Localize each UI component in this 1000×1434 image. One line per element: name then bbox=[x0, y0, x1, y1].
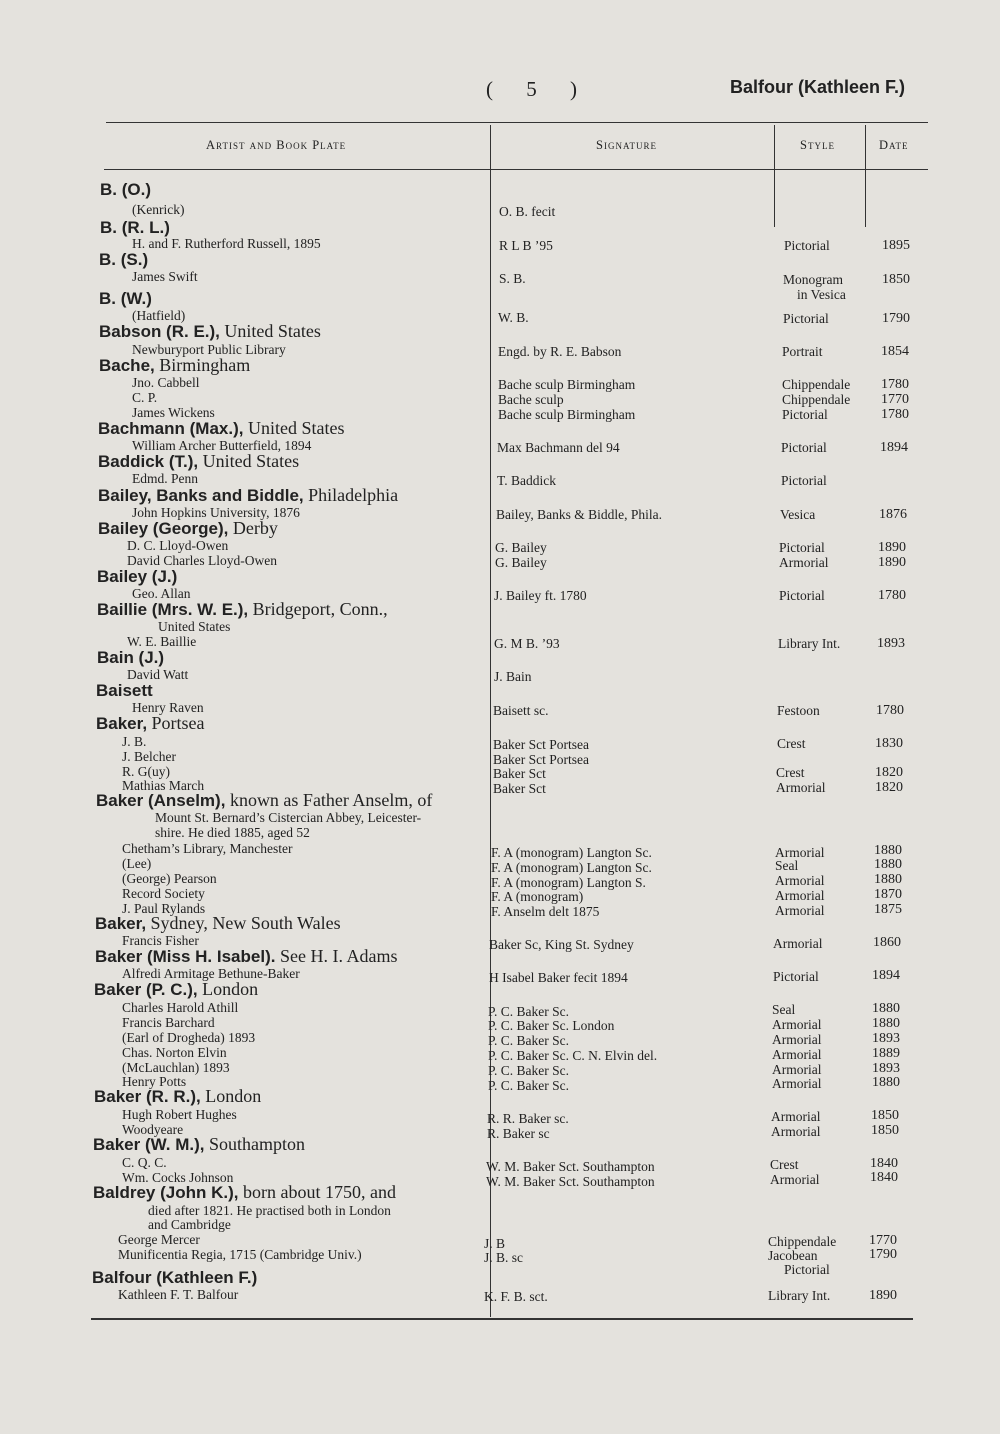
date-cell: 1770 bbox=[881, 392, 909, 407]
date-cell: 1893 bbox=[877, 636, 905, 651]
artist-heading bbox=[95, 914, 341, 933]
artist-name: Bachmann (Max.), bbox=[98, 419, 244, 438]
top-rule bbox=[106, 122, 928, 123]
artist-name: Bailey (J.) bbox=[97, 567, 178, 586]
artist-location: Philadelphia bbox=[303, 485, 399, 505]
artist-location: Birmingham bbox=[154, 355, 251, 375]
style-cell: Monogram bbox=[783, 272, 843, 287]
signature-cell: G. Bailey bbox=[495, 540, 547, 555]
signature-cell: W. M. Baker Sct. Southampton bbox=[486, 1159, 655, 1174]
artist-location: Bridgeport, Conn., bbox=[248, 599, 388, 619]
signature-cell: P. C. Baker Sc. C. N. Elvin del. bbox=[488, 1048, 658, 1063]
artist-name: B. (S.) bbox=[99, 250, 149, 269]
artist-name: Baddick (T.), bbox=[98, 452, 199, 471]
artist-name: Baisett bbox=[96, 681, 153, 700]
signature-cell: Baker Sct Portsea bbox=[493, 737, 589, 752]
style-cell: Pictorial bbox=[779, 588, 825, 603]
book-plate-owner: James Wickens bbox=[132, 405, 215, 420]
book-plate-owner: Kathleen F. T. Balfour bbox=[118, 1287, 239, 1302]
style-cell: Armorial bbox=[771, 1124, 821, 1139]
artist-heading bbox=[96, 681, 153, 700]
column-header-style: Style bbox=[800, 138, 835, 152]
book-plate-owner: Mathias March bbox=[122, 778, 205, 793]
style-cell: in Vesica bbox=[797, 287, 846, 302]
signature-cell: Baker Sct bbox=[493, 781, 546, 796]
book-plate-owner: Henry Raven bbox=[132, 700, 204, 715]
style-cell: Armorial bbox=[772, 1062, 822, 1077]
signature-cell: K. F. B. sct. bbox=[484, 1289, 548, 1304]
book-plate-owner: Alfredi Armitage Bethune-Baker bbox=[122, 966, 300, 981]
date-cell: 1890 bbox=[869, 1288, 897, 1303]
page-number: ( 5 ) bbox=[486, 77, 591, 101]
book-plate-owner: Edmd. Penn bbox=[132, 471, 198, 486]
date-cell: 1830 bbox=[875, 736, 903, 751]
book-plate-owner: J. B. bbox=[122, 734, 147, 749]
signature-cell: G. M B. ’93 bbox=[494, 636, 560, 651]
signature-cell: J. Bailey ft. 1780 bbox=[494, 588, 587, 603]
date-cell: 1840 bbox=[870, 1156, 898, 1171]
book-plate-owner: David Watt bbox=[127, 667, 189, 682]
date-cell: 1790 bbox=[869, 1247, 897, 1262]
artist-heading bbox=[96, 714, 205, 733]
date-cell: 1780 bbox=[881, 377, 909, 392]
signature-cell: P. C. Baker Sc. bbox=[488, 1078, 569, 1093]
artist-name: Balfour (Kathleen F.) bbox=[92, 1268, 258, 1287]
book-plate-owner: Chetham’s Library, Manchester bbox=[122, 841, 293, 856]
column-divider-date bbox=[865, 125, 866, 227]
signature-cell: P. C. Baker Sc. bbox=[488, 1033, 569, 1048]
date-cell: 1893 bbox=[872, 1031, 900, 1046]
artist-location: See H. I. Adams bbox=[275, 946, 398, 966]
header-rule bbox=[104, 169, 928, 170]
artist-heading bbox=[98, 452, 299, 471]
book-plate-owner: (Kenrick) bbox=[132, 202, 185, 217]
book-plate-owner: Hugh Robert Hughes bbox=[122, 1107, 237, 1122]
style-cell: Armorial bbox=[770, 1172, 820, 1187]
style-cell: Pictorial bbox=[781, 473, 827, 488]
book-plate-owner: Wm. Cocks Johnson bbox=[122, 1170, 234, 1185]
date-cell: 1860 bbox=[873, 935, 901, 950]
signature-cell: W. B. bbox=[498, 310, 529, 325]
artist-name: Baker (P. C.), bbox=[94, 980, 198, 999]
date-cell: 1780 bbox=[881, 407, 909, 422]
book-plate-owner: (Lee) bbox=[122, 856, 152, 871]
signature-cell: R L B ’95 bbox=[499, 238, 553, 253]
artist-name: Baker (W. M.), bbox=[93, 1135, 205, 1154]
style-cell: Pictorial bbox=[784, 1262, 830, 1277]
artist-location: London bbox=[200, 1086, 262, 1106]
signature-cell: Max Bachmann del 94 bbox=[497, 440, 620, 455]
book-plate-owner: William Archer Butterfield, 1894 bbox=[132, 438, 312, 453]
style-cell: Chippendale bbox=[782, 377, 851, 392]
artist-name: Baldrey (John K.), bbox=[93, 1183, 239, 1202]
artist-name: B. (W.) bbox=[99, 289, 152, 308]
date-cell: 1870 bbox=[874, 887, 902, 902]
book-plate-owner: Chas. Norton Elvin bbox=[122, 1045, 227, 1060]
book-plate-owner: C. P. bbox=[132, 390, 158, 405]
artist-heading bbox=[98, 419, 344, 438]
artist-heading bbox=[98, 519, 278, 538]
artist-name: Baker (Miss H. Isabel). bbox=[95, 947, 276, 966]
style-cell: Armorial bbox=[775, 903, 825, 918]
book-plate-owner: Geo. Allan bbox=[132, 586, 191, 601]
signature-cell: W. M. Baker Sct. Southampton bbox=[486, 1174, 655, 1189]
artist-location: Derby bbox=[228, 518, 278, 538]
artist-name: Baillie (Mrs. W. E.), bbox=[97, 600, 249, 619]
artist-name: Baker, bbox=[96, 714, 148, 733]
book-plate-owner: Munificentia Regia, 1715 (Cambridge Univ.) bbox=[118, 1247, 362, 1262]
artist-heading bbox=[99, 289, 152, 308]
artist-name: Bain (J.) bbox=[97, 648, 165, 667]
artist-heading bbox=[100, 180, 151, 199]
date-cell: 1770 bbox=[869, 1233, 897, 1248]
signature-cell: J. B bbox=[484, 1236, 506, 1251]
signature-cell: F. A (monogram) Langton Sc. bbox=[491, 845, 652, 860]
date-cell: 1893 bbox=[872, 1061, 900, 1076]
signature-cell: S. B. bbox=[499, 271, 526, 286]
style-cell: Vesica bbox=[780, 507, 816, 522]
style-cell: Armorial bbox=[772, 1017, 822, 1032]
date-cell: 1850 bbox=[871, 1123, 899, 1138]
book-plate-owner: R. G(uy) bbox=[122, 764, 170, 779]
date-cell: 1890 bbox=[878, 540, 906, 555]
artist-name: Babson (R. E.), bbox=[99, 322, 220, 341]
style-cell: Armorial bbox=[771, 1109, 821, 1124]
book-plate-owner: C. Q. C. bbox=[122, 1155, 167, 1170]
signature-cell: F. A (monogram) Langton Sc. bbox=[491, 860, 652, 875]
artist-heading bbox=[96, 791, 432, 810]
book-plate-owner: W. E. Baillie bbox=[127, 634, 197, 649]
date-cell: 1820 bbox=[875, 780, 903, 795]
style-cell: Crest bbox=[777, 736, 806, 751]
artist-heading bbox=[93, 1135, 305, 1154]
style-cell: Pictorial bbox=[782, 407, 828, 422]
artist-heading bbox=[99, 356, 250, 375]
book-plate-owner: Francis Barchard bbox=[122, 1015, 215, 1030]
signature-cell: Baisett sc. bbox=[493, 703, 549, 718]
artist-name: Baker, bbox=[95, 914, 147, 933]
artist-name: B. (R. L.) bbox=[100, 218, 170, 237]
artist-heading bbox=[93, 1183, 396, 1202]
style-cell: Portrait bbox=[782, 344, 823, 359]
style-cell: Pictorial bbox=[779, 540, 825, 555]
book-plate-owner: Newburyport Public Library bbox=[132, 342, 286, 357]
artist-name: Bailey (George), bbox=[98, 519, 229, 538]
column-header-artist: Artist and Book Plate bbox=[206, 138, 347, 152]
book-plate-owner: J. Belcher bbox=[122, 749, 176, 764]
date-cell: 1880 bbox=[872, 1016, 900, 1031]
artist-heading bbox=[95, 947, 397, 966]
artist-name: Baker (R. R.), bbox=[94, 1087, 201, 1106]
signature-cell: J. B. sc bbox=[484, 1250, 524, 1265]
artist-location: United States bbox=[243, 418, 345, 438]
column-header-signature: Signature bbox=[596, 138, 657, 152]
style-cell: Library Int. bbox=[768, 1288, 831, 1303]
book-plate-owner: D. C. Lloyd-Owen bbox=[127, 538, 229, 553]
style-cell: Chippendale bbox=[782, 392, 851, 407]
date-cell: 1875 bbox=[874, 902, 902, 917]
artist-heading bbox=[98, 486, 398, 505]
date-cell: 1889 bbox=[872, 1046, 900, 1061]
date-cell: 1880 bbox=[874, 843, 902, 858]
book-plate-owner: George Mercer bbox=[118, 1232, 200, 1247]
style-cell: Crest bbox=[770, 1157, 799, 1172]
style-cell: Armorial bbox=[775, 888, 825, 903]
artist-heading bbox=[94, 980, 258, 999]
signature-cell: R. R. Baker sc. bbox=[487, 1111, 569, 1126]
style-cell: Pictorial bbox=[784, 238, 830, 253]
style-cell: Armorial bbox=[775, 873, 825, 888]
style-cell: Armorial bbox=[772, 1032, 822, 1047]
artist-location: United States bbox=[198, 451, 300, 471]
date-cell: 1854 bbox=[881, 344, 909, 359]
book-plate-owner: J. Paul Rylands bbox=[122, 901, 206, 916]
artist-location: Portsea bbox=[147, 713, 205, 733]
book-plate-owner: Charles Harold Athill bbox=[122, 1000, 239, 1015]
column-header-date: Date bbox=[879, 138, 909, 152]
date-cell: 1850 bbox=[871, 1108, 899, 1123]
artist-location: London bbox=[197, 979, 259, 999]
artist-heading bbox=[99, 250, 148, 269]
signature-cell: Baker Sct Portsea bbox=[493, 752, 589, 767]
signature-cell: Bache sculp Birmingham bbox=[498, 407, 636, 422]
signature-cell: F. A (monogram) bbox=[491, 889, 584, 904]
book-plate-owner: (George) Pearson bbox=[122, 871, 217, 886]
signature-cell: P. C. Baker Sc. bbox=[488, 1004, 569, 1019]
artist-heading bbox=[100, 218, 170, 237]
date-cell: 1780 bbox=[878, 588, 906, 603]
date-cell: 1890 bbox=[878, 555, 906, 570]
bottom-rule bbox=[91, 1318, 913, 1320]
artist-heading bbox=[97, 600, 388, 619]
signature-cell: G. Bailey bbox=[495, 555, 547, 570]
date-cell: 1880 bbox=[872, 1001, 900, 1016]
artist-heading bbox=[94, 1087, 261, 1106]
date-cell: 1790 bbox=[882, 311, 910, 326]
book-plate-owner: James Swift bbox=[132, 269, 198, 284]
book-plate-owner: shire. He died 1885, aged 52 bbox=[155, 825, 310, 840]
artist-location: United States bbox=[219, 321, 321, 341]
style-cell: Crest bbox=[776, 765, 805, 780]
style-cell: Pictorial bbox=[781, 440, 827, 455]
signature-cell: Bache sculp Birmingham bbox=[498, 377, 636, 392]
artist-location: Sydney, New South Wales bbox=[146, 913, 341, 933]
signature-cell: Baker Sc, King St. Sydney bbox=[489, 937, 634, 952]
style-cell: Armorial bbox=[775, 845, 825, 860]
style-cell: Festoon bbox=[777, 703, 820, 718]
style-cell: Library Int. bbox=[778, 636, 841, 651]
book-plate-owner: (McLauchlan) 1893 bbox=[122, 1060, 230, 1075]
style-cell: Seal bbox=[775, 858, 799, 873]
signature-cell: T. Baddick bbox=[497, 473, 556, 488]
style-cell: Armorial bbox=[772, 1047, 822, 1062]
date-cell: 1894 bbox=[880, 440, 908, 455]
artist-heading bbox=[92, 1268, 257, 1287]
running-head: Balfour (Kathleen F.) bbox=[730, 77, 906, 97]
date-cell: 1880 bbox=[874, 857, 902, 872]
signature-cell: Baker Sct bbox=[493, 766, 546, 781]
book-plate-owner: Jno. Cabbell bbox=[132, 375, 200, 390]
signature-cell: F. Anselm delt 1875 bbox=[491, 904, 600, 919]
artist-location: Southampton bbox=[204, 1134, 305, 1154]
style-cell: Armorial bbox=[779, 555, 829, 570]
signature-cell: Engd. by R. E. Babson bbox=[498, 344, 622, 359]
style-cell: Jacobean bbox=[768, 1248, 818, 1263]
book-plate-owner: Francis Fisher bbox=[122, 933, 199, 948]
signature-cell: Bailey, Banks & Biddle, Phila. bbox=[496, 507, 662, 522]
book-plate-owner: died after 1821. He practised both in London bbox=[148, 1203, 391, 1218]
book-plate-owner: (Earl of Drogheda) 1893 bbox=[122, 1030, 256, 1045]
book-plate-owner: United States bbox=[158, 619, 231, 634]
book-plate-owner: H. and F. Rutherford Russell, 1895 bbox=[132, 236, 321, 251]
artist-name: B. (O.) bbox=[100, 180, 151, 199]
date-cell: 1850 bbox=[882, 272, 910, 287]
date-cell: 1880 bbox=[872, 1075, 900, 1090]
signature-cell: Bache sculp bbox=[498, 392, 564, 407]
signature-cell: H Isabel Baker fecit 1894 bbox=[489, 970, 628, 985]
signature-cell: F. A (monogram) Langton S. bbox=[491, 875, 646, 890]
book-plate-owner: Record Society bbox=[122, 886, 205, 901]
date-cell: 1895 bbox=[882, 238, 910, 253]
artist-heading bbox=[99, 322, 321, 341]
book-plate-owner: (Hatfield) bbox=[132, 308, 186, 323]
style-cell: Armorial bbox=[772, 1076, 822, 1091]
book-plate-owner: John Hopkins University, 1876 bbox=[132, 505, 300, 520]
artist-heading bbox=[97, 648, 164, 667]
book-plate-owner: Henry Potts bbox=[122, 1074, 187, 1089]
signature-cell: J. Bain bbox=[494, 669, 532, 684]
style-cell: Pictorial bbox=[783, 311, 829, 326]
date-cell: 1820 bbox=[875, 765, 903, 780]
artist-heading bbox=[97, 567, 177, 586]
date-cell: 1894 bbox=[872, 968, 900, 983]
artist-location: born about 1750, and bbox=[238, 1182, 396, 1202]
artist-name: Baker (Anselm), bbox=[96, 791, 226, 810]
style-cell: Armorial bbox=[773, 936, 823, 951]
style-cell: Armorial bbox=[776, 780, 826, 795]
artist-name: Bailey, Banks and Biddle, bbox=[98, 486, 304, 505]
date-cell: 1876 bbox=[879, 507, 907, 522]
book-plate-owner: Woodyeare bbox=[122, 1122, 184, 1137]
book-plate-owner: David Charles Lloyd-Owen bbox=[127, 553, 277, 568]
date-cell: 1840 bbox=[870, 1170, 898, 1185]
date-cell: 1780 bbox=[876, 703, 904, 718]
artist-location: known as Father Anselm, of bbox=[225, 790, 433, 810]
book-plate-owner: Mount St. Bernard’s Cistercian Abbey, Leicester- bbox=[155, 810, 422, 825]
column-divider-style bbox=[774, 125, 775, 227]
style-cell: Seal bbox=[772, 1002, 796, 1017]
artist-name: Bache, bbox=[99, 356, 155, 375]
style-cell: Chippendale bbox=[768, 1234, 837, 1249]
signature-cell: R. Baker sc bbox=[487, 1126, 550, 1141]
signature-cell: P. C. Baker Sc. bbox=[488, 1063, 569, 1078]
style-cell: Pictorial bbox=[773, 969, 819, 984]
book-plate-owner: and Cambridge bbox=[148, 1217, 231, 1232]
date-cell: 1880 bbox=[874, 872, 902, 887]
signature-cell: P. C. Baker Sc. London bbox=[488, 1018, 615, 1033]
signature-cell: O. B. fecit bbox=[499, 204, 556, 219]
